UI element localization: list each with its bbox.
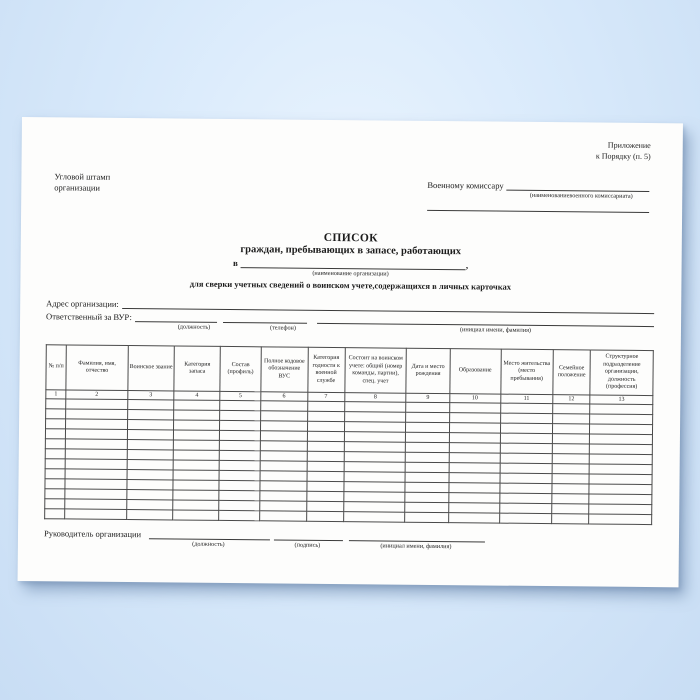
- empty-cell: [260, 491, 307, 501]
- empty-cell: [552, 484, 590, 494]
- empty-cell: [343, 492, 405, 503]
- empty-cell: [590, 444, 653, 455]
- column-number: 1: [46, 390, 66, 399]
- empty-cell: [219, 470, 260, 480]
- table-header-row: [46, 345, 653, 396]
- empty-cell: [260, 471, 307, 481]
- commissar-label-row: [427, 179, 649, 192]
- column-header: Полное кодовое обозначение ВУС: [261, 347, 308, 392]
- empty-cell: [127, 510, 173, 520]
- empty-cell: [552, 464, 590, 474]
- empty-cell: [45, 449, 65, 459]
- empty-cell: [590, 454, 653, 465]
- roster-table: [44, 344, 654, 525]
- column-number: 6: [261, 392, 308, 401]
- column-number: 3: [128, 391, 174, 400]
- empty-cell: [307, 471, 344, 481]
- caption-name: (инициал имени, фамилия): [459, 326, 532, 334]
- empty-cell: [343, 512, 405, 523]
- empty-cell: [589, 474, 652, 485]
- empty-cell: [344, 412, 406, 423]
- empty-cell: [590, 434, 653, 445]
- column-header: Место жительства (место пребывания): [500, 349, 553, 394]
- caption-name: (инициал имени, фамилия): [380, 542, 452, 551]
- empty-cell: [65, 489, 127, 500]
- empty-cell: [589, 464, 652, 475]
- empty-cell: [260, 461, 307, 471]
- empty-cell: [448, 513, 499, 523]
- empty-cell: [500, 463, 552, 474]
- empty-cell: [260, 421, 307, 431]
- empty-cell: [449, 403, 500, 413]
- empty-cell: [219, 510, 260, 520]
- empty-cell: [449, 463, 500, 473]
- empty-cell: [65, 479, 127, 490]
- empty-cell: [173, 510, 219, 520]
- empty-cell: [405, 472, 448, 482]
- commissar-second-line: [427, 209, 649, 213]
- empty-cell: [219, 440, 260, 450]
- empty-cell: [45, 429, 65, 439]
- empty-cell: [46, 419, 66, 429]
- empty-cell: [65, 469, 127, 480]
- empty-cell: [406, 452, 449, 462]
- empty-cell: [307, 431, 344, 441]
- empty-cell: [173, 480, 219, 490]
- empty-cell: [499, 513, 551, 524]
- column-header: Дата и место рождения: [406, 348, 450, 393]
- signature-position-line: [149, 528, 270, 540]
- empty-cell: [173, 440, 219, 450]
- empty-cell: [307, 401, 344, 411]
- empty-cell: [219, 460, 260, 470]
- empty-cell: [127, 420, 173, 430]
- empty-cell: [406, 402, 449, 412]
- column-number: 9: [406, 393, 449, 402]
- empty-cell: [552, 444, 590, 454]
- corner-stamp-placeholder: [54, 171, 110, 194]
- empty-cell: [66, 409, 128, 420]
- empty-cell: [45, 459, 65, 469]
- empty-cell: [260, 411, 307, 421]
- empty-cell: [406, 422, 449, 432]
- empty-cell: [500, 423, 552, 434]
- column-header: Категория годности к военной службе: [307, 347, 344, 392]
- empty-cell: [590, 414, 653, 425]
- empty-cell: [173, 430, 219, 440]
- empty-cell: [174, 410, 220, 420]
- empty-cell: [260, 451, 307, 461]
- empty-cell: [449, 413, 500, 423]
- empty-cell: [449, 453, 500, 463]
- responsible-position-line: [135, 311, 217, 323]
- organization-name-caption: (наименование организации): [312, 269, 389, 278]
- empty-cell: [306, 481, 343, 491]
- column-number: 5: [220, 391, 261, 400]
- empty-cell: [552, 474, 590, 484]
- address-label: Адрес организации:: [46, 298, 119, 309]
- empty-cell: [551, 514, 589, 524]
- document-title: СПИСОК: [323, 231, 379, 245]
- empty-cell: [500, 473, 552, 484]
- empty-cell: [449, 473, 500, 483]
- empty-cell: [46, 409, 66, 419]
- empty-cell: [65, 449, 127, 460]
- empty-cell: [552, 424, 590, 434]
- empty-cell: [344, 442, 406, 453]
- empty-cell: [128, 410, 174, 420]
- empty-cell: [173, 490, 219, 500]
- column-header: Воинское звание: [128, 346, 175, 391]
- empty-cell: [307, 461, 344, 471]
- empty-cell: [260, 501, 307, 511]
- empty-cell: [500, 453, 552, 464]
- caption-position: (должность): [177, 323, 211, 331]
- empty-cell: [128, 400, 174, 410]
- empty-cell: [220, 400, 261, 410]
- military-commissar-block: [427, 179, 649, 213]
- empty-cell: [65, 509, 127, 520]
- empty-cell: [219, 450, 260, 460]
- empty-cell: [589, 494, 652, 505]
- empty-cell: [220, 430, 261, 440]
- empty-cell: [45, 439, 65, 449]
- empty-cell: [46, 399, 66, 409]
- stamp-line: организации: [54, 182, 101, 194]
- empty-cell: [405, 502, 448, 512]
- column-header: Фамилия, имя, отчество: [66, 345, 128, 391]
- empty-cell: [127, 490, 173, 500]
- empty-cell: [65, 429, 127, 440]
- empty-cell: [220, 410, 261, 420]
- column-number: 7: [307, 392, 344, 401]
- empty-cell: [552, 454, 590, 464]
- roster-table-wrap: [44, 344, 654, 525]
- empty-cell: [449, 443, 500, 453]
- signature-name-line: [349, 530, 485, 542]
- empty-cell: [500, 403, 552, 414]
- appendix-line: Приложение: [607, 140, 651, 151]
- empty-cell: [344, 422, 406, 433]
- empty-cell: [219, 500, 260, 510]
- empty-cell: [260, 441, 307, 451]
- empty-cell: [127, 470, 173, 480]
- empty-cell: [127, 480, 173, 490]
- empty-cell: [343, 482, 405, 493]
- empty-cell: [174, 420, 220, 430]
- empty-cell: [405, 512, 448, 522]
- empty-cell: [307, 411, 344, 421]
- column-header: Состав (профиль): [220, 346, 261, 391]
- empty-cell: [127, 440, 173, 450]
- appendix-line: к Порядку (п. 5): [595, 151, 651, 161]
- empty-cell: [344, 472, 406, 483]
- empty-cell: [261, 401, 308, 411]
- column-number: 4: [174, 391, 220, 400]
- empty-cell: [45, 479, 65, 489]
- column-number: 10: [449, 394, 500, 403]
- column-number: 13: [590, 395, 653, 405]
- commissar-caption: (наименованиевоенного комиссариата): [529, 191, 633, 200]
- empty-cell: [406, 462, 449, 472]
- empty-cell: [499, 493, 551, 504]
- empty-cell: [45, 489, 65, 499]
- empty-cell: [307, 441, 344, 451]
- empty-cell: [343, 502, 405, 513]
- empty-cell: [589, 504, 652, 515]
- column-number: 2: [66, 390, 128, 400]
- org-prefix: в: [232, 258, 238, 269]
- empty-cell: [127, 430, 173, 440]
- empty-cell: [220, 420, 261, 430]
- commissar-label: Военному комиссару: [427, 179, 504, 191]
- empty-cell: [306, 511, 343, 521]
- empty-cell: [307, 451, 344, 461]
- organization-name-line: [241, 257, 469, 271]
- empty-cell: [405, 492, 448, 502]
- empty-cell: [65, 499, 127, 510]
- empty-cell: [45, 469, 65, 479]
- empty-cell: [344, 462, 406, 473]
- document-page: [18, 117, 683, 587]
- empty-cell: [66, 399, 128, 410]
- empty-cell: [589, 514, 652, 525]
- purpose-line: для сверки учетных сведений о воинском учете,содержащихся в личных карточках: [189, 278, 512, 292]
- signature-sign-line: [274, 529, 343, 541]
- caption-phone: (телефон): [270, 324, 296, 332]
- empty-cell: [260, 481, 307, 491]
- empty-cell: [45, 499, 65, 509]
- empty-cell: [127, 450, 173, 460]
- column-header: Структурное подразделение организации, должность (профессия): [590, 350, 653, 396]
- empty-cell: [259, 511, 306, 521]
- empty-cell: [500, 443, 552, 454]
- commissar-fill-line: [507, 180, 650, 192]
- empty-cell: [590, 404, 653, 415]
- empty-cell: [219, 490, 260, 500]
- empty-cell: [65, 459, 127, 470]
- empty-cell: [173, 470, 219, 480]
- empty-cell: [448, 493, 499, 503]
- appendix-note: [596, 141, 651, 163]
- empty-cell: [406, 412, 449, 422]
- empty-cell: [406, 432, 449, 442]
- responsible-phone-line: [223, 312, 307, 324]
- empty-cell: [306, 501, 343, 511]
- caption-sign: (подпись): [294, 541, 321, 549]
- title-block: [46, 229, 655, 293]
- empty-cell: [449, 423, 500, 433]
- empty-cell: [552, 404, 590, 414]
- empty-cell: [127, 460, 173, 470]
- empty-cell: [589, 484, 652, 495]
- empty-cell: [65, 439, 127, 450]
- column-header: Состоит на воинском учете: общий (номер команды, партии), спец. учет: [344, 348, 406, 394]
- empty-cell: [500, 433, 552, 444]
- head-of-organization-label: Руководитель организации: [43, 528, 142, 540]
- column-header: № п/п: [46, 345, 66, 390]
- document-subtitle: граждан, пребывающих в запасе, работающих: [240, 244, 462, 258]
- column-number: 8: [344, 393, 406, 403]
- empty-cell: [590, 424, 653, 435]
- empty-cell: [173, 500, 219, 510]
- empty-cell: [499, 483, 551, 494]
- column-header: Категория запаса: [174, 346, 221, 391]
- empty-cell: [552, 414, 590, 424]
- empty-cell: [173, 450, 219, 460]
- column-number: 12: [553, 395, 591, 404]
- empty-cell: [173, 460, 219, 470]
- empty-cell: [344, 452, 406, 463]
- empty-cell: [260, 431, 307, 441]
- org-suffix: ,: [465, 260, 469, 271]
- empty-cell: [66, 419, 128, 430]
- empty-cell: [552, 434, 590, 444]
- empty-cell: [551, 504, 589, 514]
- empty-cell: [306, 491, 343, 501]
- empty-cell: [174, 400, 220, 410]
- empty-cell: [499, 503, 551, 514]
- empty-cell: [344, 432, 406, 443]
- column-header: Семейное положение: [553, 350, 591, 395]
- empty-cell: [219, 480, 260, 490]
- empty-cell: [448, 483, 499, 493]
- column-header: Образование: [449, 349, 500, 394]
- empty-cell: [500, 413, 552, 424]
- empty-cell: [448, 503, 499, 513]
- empty-cell: [449, 433, 500, 443]
- empty-cell: [552, 494, 590, 504]
- empty-cell: [406, 442, 449, 452]
- empty-cell: [344, 402, 406, 413]
- empty-cell: [405, 482, 448, 492]
- responsible-label: Ответственный за ВУР:: [46, 311, 132, 323]
- empty-cell: [127, 500, 173, 510]
- caption-position: (должность): [192, 540, 225, 548]
- empty-cell: [45, 509, 65, 519]
- stamp-line: Угловой штамп: [54, 171, 111, 182]
- column-number: 11: [500, 394, 552, 404]
- empty-cell: [307, 421, 344, 431]
